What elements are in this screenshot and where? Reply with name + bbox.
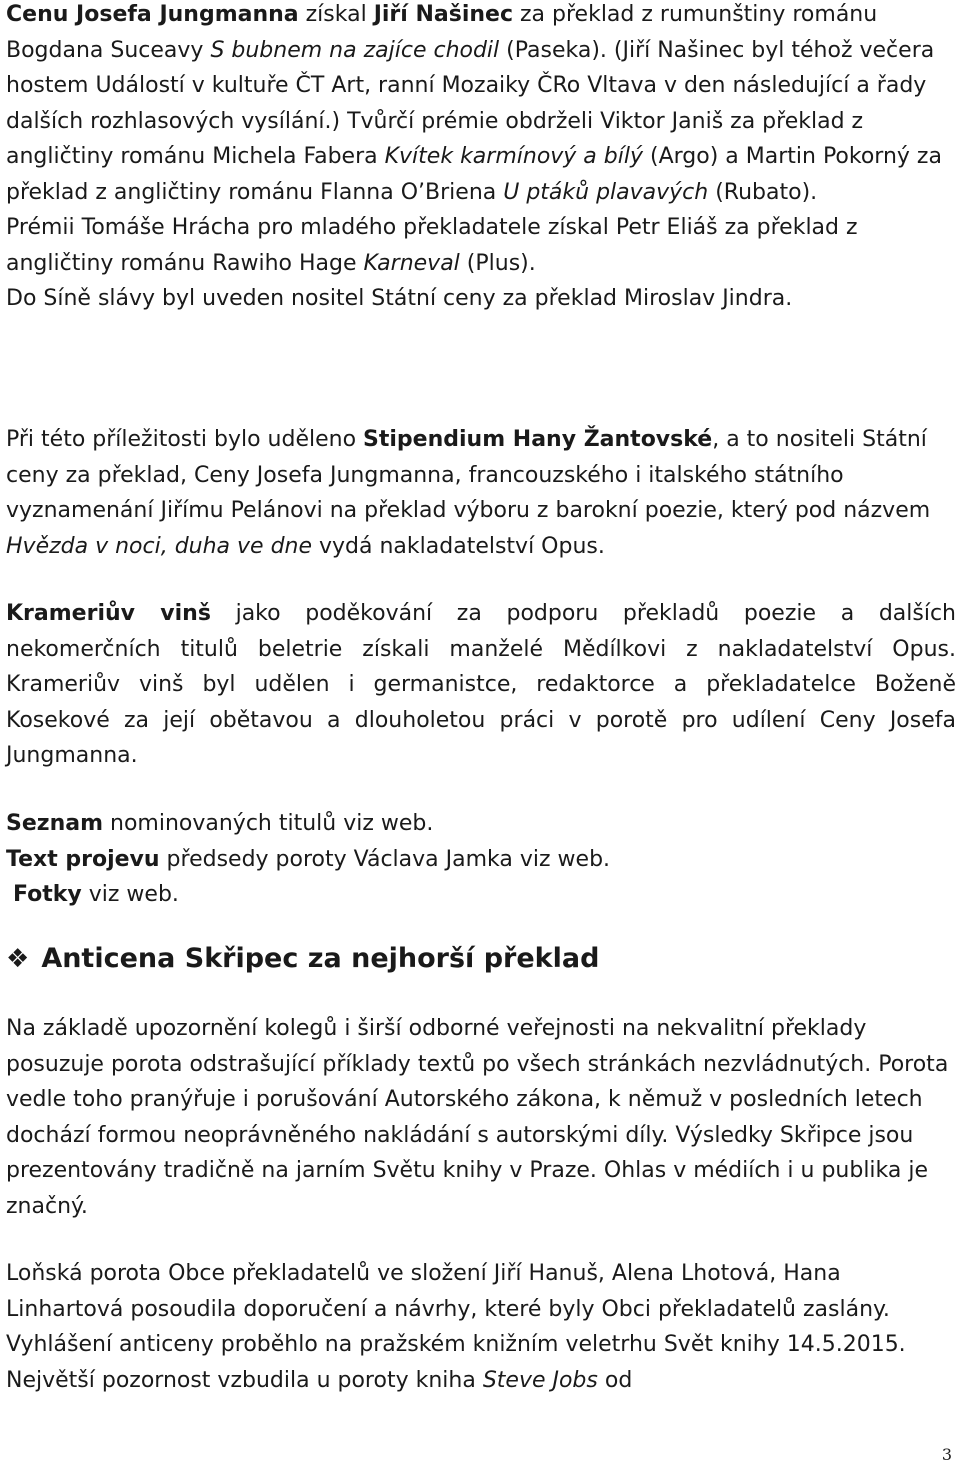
laureate-name: Jiří Našinec [373, 2, 513, 27]
text-run: získal [298, 2, 374, 27]
jungmann-award-paragraph [6, 0, 956, 317]
text-run: vydá nakladatelství Opus. [312, 533, 605, 559]
text-run: (Paseka). (Jiří Našinec byl téhož večera hostem Událostí v kultuře ČT Art, ranní Mozaiky ČRo Vltava v den následující a řady dalších rozhlasových vysílání.) Tvůrčí prémie obdrželi Viktor Janiš za překlad z angličtiny románu Michela Fabera [6, 37, 935, 169]
text-run: (Rubato). [708, 179, 818, 205]
text-run: od [597, 1367, 633, 1393]
kramerius-paragraph [6, 596, 956, 774]
section-heading [6, 938, 956, 980]
book-title: U ptáků plavavých [503, 179, 709, 205]
text-run: předsedy poroty Václava Jamka viz web. [159, 846, 611, 872]
text-run: Loňská porota Obce překladatelů ve složení Jiří Hanuš, Alena Lhotová, Hana Linhartová posoudila doporučení a návrhy, které byly Obci překladatelů zaslány. Vyhlášení anticeny proběhlo na pražském knižním veletrhu Svět knihy 14.5.2015. Největší pozornost vzbudila u poroty kniha [6, 1261, 906, 1393]
stipend-name: Stipendium Hany Žantovské [363, 427, 713, 452]
text-run: za překlad z rumunštiny románu Bogdana Suceavy [6, 2, 878, 63]
book-title: Kvítek karmínový a bílý [384, 144, 643, 169]
text-run: viz web. [81, 882, 179, 907]
heading-text: Anticena Skřipec za nejhorší překlad [41, 943, 600, 974]
jury-paragraph [6, 1256, 956, 1398]
book-title: Karneval [363, 250, 460, 276]
kramerius-name: Krameriův vinš [6, 601, 211, 626]
photos-link[interactable]: Fotky [13, 882, 82, 907]
text-run: Na základě upozornění kolegů i širší odborné veřejnosti na nekvalitní překlady posuzuje porota odstrašující příklady textů po všech stránkách nezvládnutých. Porota vedle toho pranýřuje i porušování Autorského zákona, k němuž v posledních letech dochází formou neoprávněného nakládání s autorskými díly. Výsledky Skřipce jsou prezentovány tradičně na jarním Světu knihy v Praze. Ohlas v médiích i u publika je značný. [6, 1016, 949, 1219]
text-run: Při této příležitosti bylo uděleno [6, 427, 364, 452]
text-run: (Argo) a Martin Pokorný za překlad z angličtiny románu Flanna O’Briena [6, 144, 942, 205]
skripec-paragraph [6, 1011, 956, 1224]
text-run: (Plus). [459, 250, 536, 276]
nominations-link[interactable]: Seznam [6, 811, 104, 836]
page-number: 3 [941, 1445, 952, 1464]
book-title: Hvězda v noci, duha ve dne [6, 533, 313, 559]
text-run: nominovaných titulů viz web. [103, 811, 434, 836]
book-title: S bubnem na zajíce chodil [210, 37, 500, 63]
text-run: , a to nositeli Státní ceny za překlad, Ceny Josefa Jungmanna, francouzského i italského státního vyznamenání Jiřímu Pelánovi na překlad výboru z barokní poezie, který pod názvem [6, 427, 931, 523]
diamond-bullet-icon: ❖ [6, 944, 30, 974]
award-name: Cenu Josefa Jungmanna [6, 2, 299, 27]
stipend-paragraph [6, 422, 956, 564]
text-run: Prémii Tomáše Hrácha pro mladého překladatele získal Petr Eliáš za překlad z angličtiny románu Rawiho Hage [6, 215, 858, 276]
text-run: Do Síně slávy byl uveden nositel Státní ceny za překlad Miroslav Jindra. [6, 286, 793, 311]
book-title: Steve Jobs [482, 1367, 598, 1393]
links-paragraph [6, 806, 956, 913]
speech-link[interactable]: Text projevu [6, 846, 160, 872]
text-run: jako poděkování za podporu překladů poezie a dalších nekomerčních titulů beletrie získali manželé Mědílkovi z nakladatelství Opus. Krameriův vinš byl udělen i germanistce, redaktorce a překladatelce Boženě Kosekové za její obětavou a dlouholetou práci v porotě pro udílení Ceny Josefa Jungmanna. [6, 601, 956, 768]
